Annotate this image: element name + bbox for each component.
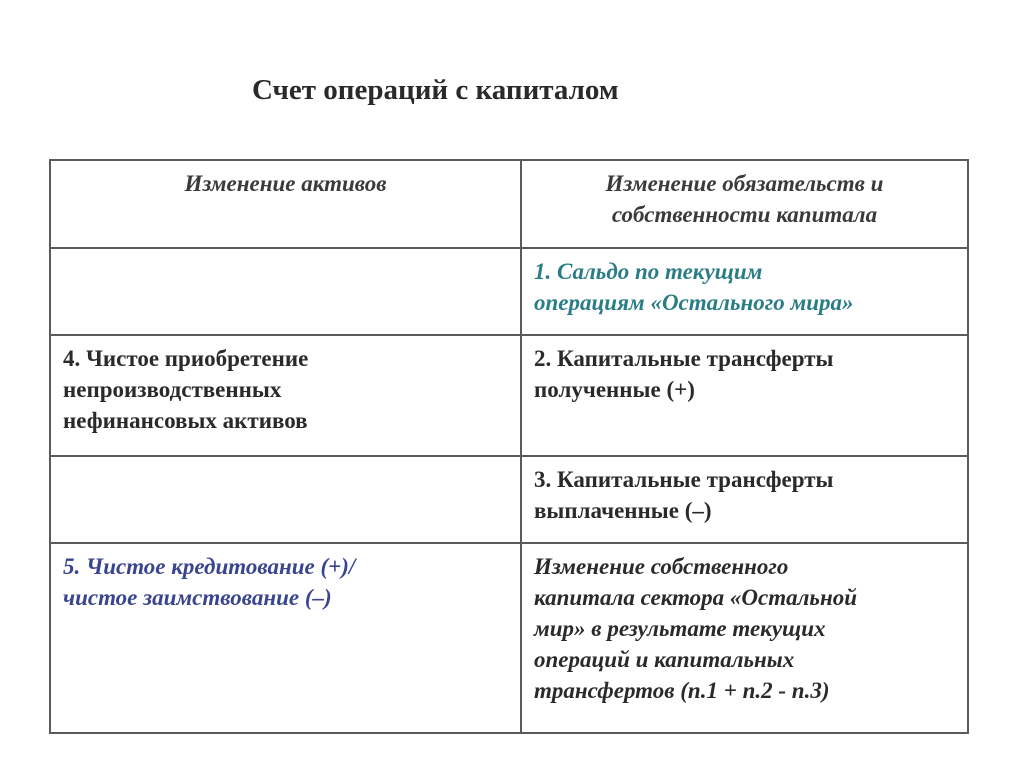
table-row [50,248,968,335]
row2-transfers-received-cell: 2. Капитальные трансферты полученные (+) [521,335,968,456]
row4-equity-change-cell: Изменение собственного капитала сектора «Остальной мир» в результате текущих операций и капитальных трансфертов (п.1 + п.2 - п.3) [521,543,968,733]
header-liabilities-change: Изменение обязательств и собственности капитала [521,160,968,248]
row1-current-balance-cell: 1. Сальдо по текущим операциям «Остального мира» [521,248,968,335]
table-header-row [50,160,968,248]
capital-account-table [49,159,969,734]
row4-net-lending-cell: 5. Чистое кредитование (+)/ чистое заимствование (–) [50,543,521,733]
header-assets-change: Изменение активов [50,160,521,248]
table-row [50,456,968,543]
row3-left-cell [50,456,521,543]
page-title: Счет операций с капиталом [252,74,619,106]
table-row [50,543,968,733]
row3-transfers-paid-cell: 3. Капитальные трансферты выплаченные (–) [521,456,968,543]
row2-nonproduced-assets-cell: 4. Чистое приобретение непроизводственных нефинансовых активов [50,335,521,456]
row1-left-cell [50,248,521,335]
table-row [50,335,968,456]
